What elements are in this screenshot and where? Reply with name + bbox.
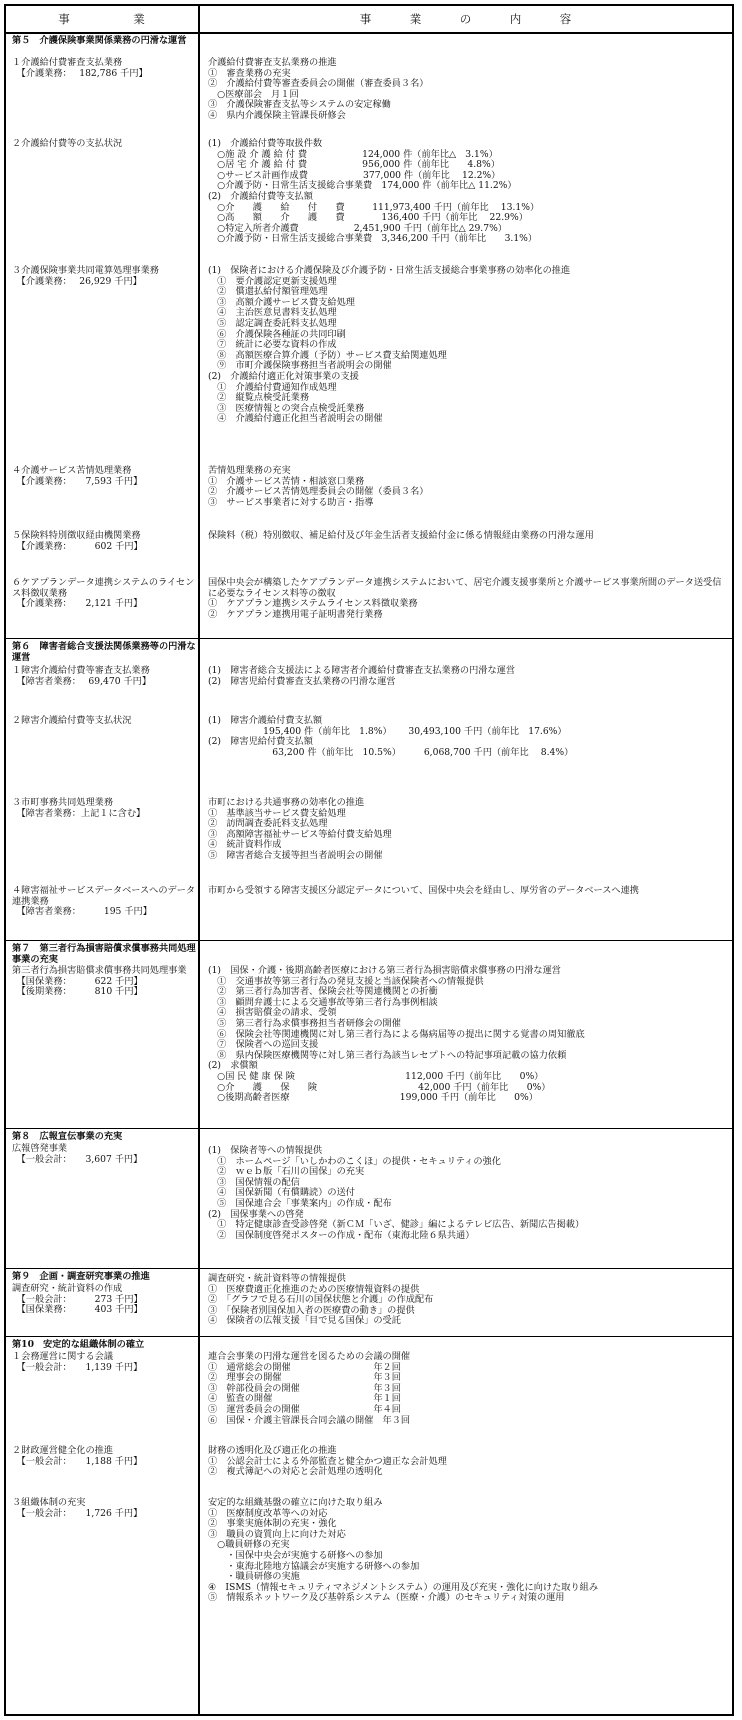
item-left: ４介護サービス苦情処理業務 【介護業務： 7,593 千円】 xyxy=(12,465,143,487)
item-left: ５保険料特別徴収経由機関業務 【介護業務： 602 千円】 xyxy=(12,530,143,552)
section-title: 第10 安定的な組織体制の確立 xyxy=(12,1339,145,1350)
item-left: ３市町事務共同処理業務 【障害者業務：上記１に含む】 xyxy=(12,797,146,819)
header-col-content: 事 業 の 内 容 xyxy=(359,12,573,26)
section-divider xyxy=(6,1128,732,1129)
item-right: 国保中央会が構築したケアプランデータ連携システムにおいて、居宅介護支援事業所と介護サービス事業所間のデータ送受信に必要なライセンス料等の徴収 ① ケアプラン連携システムライセンス料徴収業務 ② ケアプラン連携用電子証明書発行業務 xyxy=(208,577,722,620)
item-left: 調査研究・統計資料の作成 【一般会計： 273 千円】 【国保業務： 403 千円】 xyxy=(12,1283,143,1316)
column-divider xyxy=(198,6,200,1714)
section-title: 第７ 第三者行為損害賠償求償事務共同処理事業の充実 xyxy=(12,943,196,965)
item-right: (1) 障害者総合支援法による障害者介護給付費審査支払業務の円滑な運営 (2) 障害児給付費審査支払業務の円滑な運営 xyxy=(208,665,516,687)
section-divider xyxy=(6,940,732,941)
item-left: ６ケアプランデータ連携システムのライセンス料徴収業務 【介護業務： 2,121 千円】 xyxy=(12,577,195,610)
item-right: 安定的な組織基盤の確立に向けた取り組み ① 医療制度改革等への対応 ② 事業実施体制の充実・強化 ③ 職員の資質向上に向けた対応 ○職員研修の充実 ・国保中央会が実施する研修への参加 ・東海北陸地方協議会が実施する研修への参加 ・職員研修の実施 ④ ISMS（情報セキュリティマネジメントシステム）の運用及び充実・強化に向けた取り組み ⑤ 情報系ネットワーク及び基幹系システム（医療・介護）のセキュリティ対策の運用 xyxy=(208,1497,599,1604)
item-right: 財務の透明化及び適正化の推進 ① 公認会計士による外部監査と健全かつ適正な会計処理 ② 複式簿記への対応と会計処理の透明化 xyxy=(208,1445,447,1478)
section-divider xyxy=(6,1336,732,1337)
section-title: 第６ 障害者総合支援法関係業務等の円滑な運営 xyxy=(12,641,196,663)
item-left: ３介護保険事業共同電算処理事業務 【介護業務： 26,929 千円】 xyxy=(12,265,159,287)
item-right: 市町から受領する障害支援区分認定データについて、国保中央会を経由し、厚労省のデータベースへ連携 xyxy=(208,885,639,896)
item-left: ３組織体制の充実 【一般会計： 1,726 千円】 xyxy=(12,1497,143,1519)
item-right: (1) 国保・介護・後期高齢者医療における第三者行為損害賠償求償事務の円滑な運営 ① 交通事故等第三者行為の発見支援と当該保険者への情報提供 ② 第三者行為加害者、保険会社等関連機関との折衝 ③ 顧問弁護士による交通事故等第三者行為事例相談 ④ 損害賠償金の請求、受領 ⑤ 第三者行為求償事務担当者研修会の開催 ⑥ 保険会社等関連機関に対し第三者行為による傷病届等の提出に関する覚書の周知徹底 ⑦ 保険者への巡回支援 ⑧ 県内保険医療機関等に対し第三者行為該当レセプトへの特記事項記載の協力依頼 (2) 求償額 ○国 民 健 康 保 険 112,000 千円（前年比 0%） ○介 護 保 険 42,000 千円（前年比 0%） ○後期高齢者医療 199,000 千円（前年比 0%） xyxy=(208,965,585,1104)
item-right: (1) 障害介護給付費支払額 195,400 件（前年比 1.8%） 30,493,100 千円（前年比 17.6%） (2) 障害児給付費支払額 63,200 件（前年比 10.5%） 6,068,700 千円（前年比 8.4%） xyxy=(208,715,574,758)
section-divider xyxy=(6,1268,732,1269)
item-right: 保険料（税）特別徴収、補足給付及び年金生活者支援給付金に係る情報経由業務の円滑な運用 xyxy=(208,530,594,541)
item-left: ４障害福祉サービスデータベースへのデータ連携業務 【障害者業務： 195 千円】 xyxy=(12,885,196,918)
section-title: 第９ 企画・調査研究事業の推進 xyxy=(12,1271,150,1282)
item-left: 第三者行為損害賠償求償事務共同処理事業 【国保業務： 622 千円】 【後期業務： 810 千円】 xyxy=(12,965,187,998)
item-right: 調査研究・統計資料等の情報提供 ① 医療費適正化推進のための医療情報資料の提供 ② 「グラフで見る石川の国保状態と介護」の作成配布 ③ 「保険者別国保加入者の医療費の動き」の提供 ④ 保険者の広報支援「目で見る国保」の受託 xyxy=(208,1273,434,1327)
item-right: 介護給付費審査支払業務の推進 ① 審査業務の充実 ② 介護給付費等審査委員会の開催（審査委員３名） ○医療部会 月１回 ③ 介護保険審査支払等システムの安定稼働 ④ 県内介護保険主管課長研修会 xyxy=(208,57,429,121)
item-right: 市町における共通事務の効率化の推進 ① 基準該当サービス費支給処理 ② 訪問調査委託料支払処理 ③ 高額障害福祉サービス等給付費支給処理 ④ 統計資料作成 ⑤ 障害者総合支援等担当者説明会の開催 xyxy=(208,797,392,861)
header-col-project: 事 業 xyxy=(58,12,146,26)
section-divider xyxy=(6,638,732,639)
item-left: １会務運営に関する会議 【一般会計： 1,139 千円】 xyxy=(12,1351,143,1373)
item-left: 広報啓発事業 【一般会計： 3,607 千円】 xyxy=(12,1143,143,1165)
section-title: 第８ 広報宣伝事業の充実 xyxy=(12,1131,123,1142)
item-right: 苦情処理業務の充実 ① 介護サービス苦情・相談窓口業務 ② 介護サービス苦情処理委員会の開催（委員３名） ③ サービス事業者に対する助言・指導 xyxy=(208,465,429,508)
item-left: ２財政運営健全化の推進 【一般会計： 1,188 千円】 xyxy=(12,1445,143,1467)
item-right: (1) 介護給付費等取扱件数 ○施 設 介 護 給 付 費 124,000 件（前年比△ 3.1%） ○居 宅 介 護 給 付 費 956,000 件（前年比 4.8%） ○サービス計画作成費 377,000 件（前年比 12.2%） ○介護予防・日常生活支援総合事業費 174,000 件（前年比△ 11.2%） (2) 介護給付費等支払額 ○介 護 給 付 費 111,973,400 千円（前年比 13.1%） ○高 額 介 護 費 136,400 千円（前年比 22.9%） ○特定入所者介護費 2,451,900 千円（前年比△ 29.7%） ○介護予防・日常生活支援総合事業費 3,346,200 千円（前年比 3.1%） xyxy=(208,138,540,245)
item-left: ２介護給付費等の支払状況 xyxy=(12,138,123,149)
section-title: 第５ 介護保険事業関係業務の円滑な運営 xyxy=(12,35,187,46)
item-right: (1) 保険者における介護保険及び介護予防・日常生活支援総合事業事務の効率化の推進 ① 要介護認定更新支援処理 ② 償還払給付額管理処理 ③ 高額介護サービス費支給処理 ④ 主治医意見書料支払処理 ⑤ 認定調査委託料支払処理 ⑥ 介護保険各種証の共同印刷 ⑦ 統計に必要な資料の作成 ⑧ 高額医療合算介護（予防）サービス費支給関連処理 ⑨ 市町介護保険事務担当者説明会の開催 (2) 介護給付適正化対策事業の支援 ① 介護給付費通知作成処理 ② 縦覧点検受託業務 ③ 医療情報との突合点検受託業務 ④ 介護給付適正化担当者説明会の開催 xyxy=(208,265,571,425)
item-left: ２障害介護給付費等支払状況 xyxy=(12,715,132,726)
item-left: １介護給付費審査支払業務 【介護業務： 182,786 千円】 xyxy=(12,57,148,79)
table-frame xyxy=(4,4,734,1716)
item-left: １障害介護給付費等審査支払業務 【障害者業務： 69,470 千円】 xyxy=(12,665,152,687)
item-right: 連合会事業の円滑な運営を図るための会議の開催 ① 通常総会の開催 年２回 ② 理事会の開催 年３回 ③ 幹部役員会の開催 年３回 ④ 監査の開催 年１回 ⑤ 運営委員会の開催 年４回 ⑥ 国保・介護主管課長合同会議の開催 年３回 xyxy=(208,1351,411,1426)
table-header xyxy=(6,6,732,34)
item-right: (1) 保険者等への情報提供 ① ホームページ「いしかわのこくほ」の提供・セキュリティの強化 ② ｗｅｂ版「石川の国保」の充実 ③ 国保情報の配信 ④ 国保新聞（有償購読）の送付 ⑤ 国保連合会「事業案内」の作成・配布 (2) 国保事業への啓発 ① 特定健康診査受診啓発（新ＣＭ「いざ、健診」編によるテレビ広告、新聞広告掲載） ② 国保制度啓発ポスターの作成・配布（東海北陸６県共通） xyxy=(208,1145,585,1241)
